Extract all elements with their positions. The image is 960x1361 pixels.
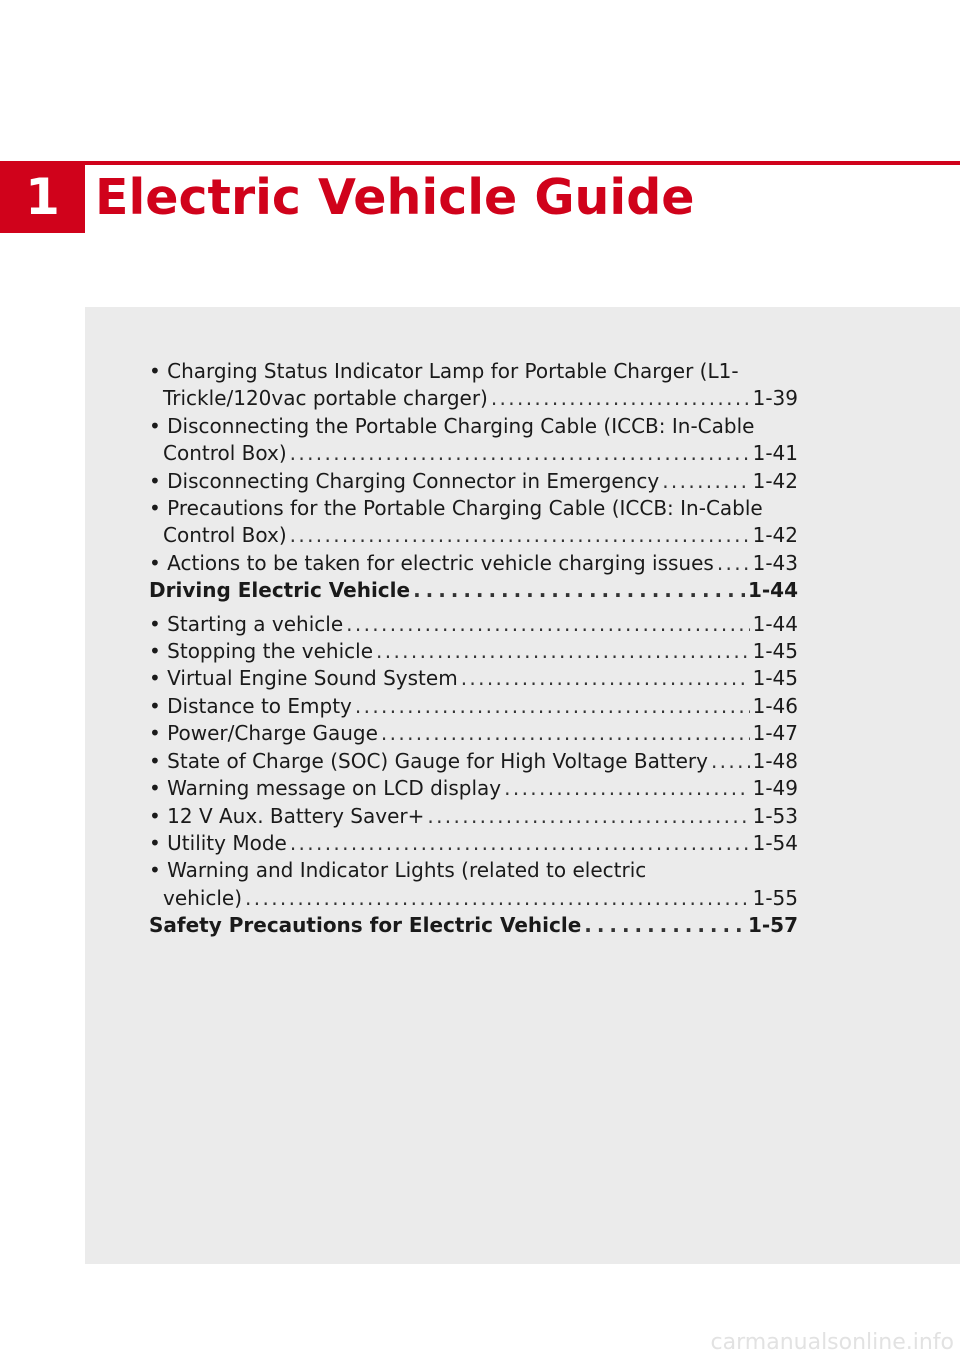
dot-leader [346, 611, 749, 638]
toc-entry-label: • Warning message on LCD display [149, 776, 502, 801]
dot-leader [461, 665, 750, 692]
toc-entry-distance-to-empty[interactable] [149, 693, 798, 720]
site-watermark: carmanualsonline.info [710, 1330, 954, 1355]
toc-entry-label: • State of Charge (SOC) Gauge for High Voltage Battery [149, 748, 708, 773]
toc-entry-virtual-engine-sound[interactable] [149, 665, 798, 692]
toc-entry-line1: • Precautions for the Portable Charging Cable (ICCB: In-Cable [149, 496, 763, 521]
toc-entry-disconnecting-connector-emergency[interactable] [149, 468, 798, 495]
toc-entry-label: • Virtual Engine Sound System [149, 666, 458, 691]
toc-entry-page: 1-45 [752, 666, 798, 691]
toc-entry-line1: • Charging Status Indicator Lamp for Portable Charger (L1- [149, 359, 739, 383]
dot-leader [491, 385, 750, 412]
toc-entry-label: • Starting a vehicle [149, 611, 344, 636]
toc-entry-page: 1-53 [752, 803, 798, 828]
toc-entry-warning-indicator-lights[interactable] [149, 857, 798, 912]
toc-entry-label: • Stopping the vehicle [149, 639, 374, 664]
toc-entry-page: 1-55 [752, 885, 798, 910]
toc-entry-page: 1-54 [752, 830, 798, 855]
toc-entry-charging-status-lamp[interactable] [149, 358, 798, 413]
toc-entry-line1: • Warning and Indicator Lights (related to electric [149, 858, 647, 883]
dot-leader [662, 468, 749, 495]
toc-entry-power-charge-gauge[interactable] [149, 720, 798, 747]
dot-leader [290, 522, 750, 549]
toc-entry-page: 1-39 [752, 386, 798, 411]
toc-entry-label: • Actions to be taken for electric vehicle charging issues [149, 550, 714, 575]
toc-entry-label: Trickle/120vac portable charger) [163, 386, 488, 411]
chapter-number: 1 [25, 168, 60, 226]
dot-leader [290, 830, 750, 857]
toc-entry-warning-message-lcd[interactable] [149, 775, 798, 802]
toc-entry-line1: • Disconnecting the Portable Charging Cable (ICCB: In-Cable [149, 413, 755, 438]
toc-section-driving-electric-vehicle[interactable] [149, 577, 798, 604]
toc-entry-page: 1-45 [752, 639, 798, 664]
toc-entry-label: • Utility Mode [149, 830, 287, 855]
toc-section-label: Driving Electric Vehicle [149, 578, 411, 603]
dot-leader [413, 577, 745, 604]
toc-section-safety-precautions[interactable] [149, 912, 798, 939]
toc-entry-page: 1-48 [752, 748, 798, 773]
toc-entry-soc-gauge[interactable] [149, 748, 798, 775]
toc-entry-stopping-vehicle[interactable] [149, 638, 798, 665]
dot-leader [717, 550, 750, 577]
toc-entry-label: Control Box) [163, 523, 287, 548]
toc-section-label: Safety Precautions for Electric Vehicle [149, 913, 582, 938]
toc-entry-label: • Disconnecting Charging Connector in Emergency [149, 468, 660, 493]
toc-entry-aux-battery-saver[interactable] [149, 803, 798, 830]
dot-leader [381, 720, 750, 747]
toc-entry-page: 1-49 [752, 776, 798, 801]
dot-leader [504, 775, 749, 802]
dot-leader [711, 748, 750, 775]
toc-entry-utility-mode[interactable] [149, 830, 798, 857]
toc-section-page: 1-44 [747, 578, 798, 603]
toc-entry-page: 1-44 [752, 611, 798, 636]
dot-leader [245, 885, 750, 912]
dot-leader [290, 440, 750, 467]
dot-leader [584, 912, 745, 939]
toc-entry-page: 1-47 [752, 721, 798, 746]
toc-entry-label: • Distance to Empty [149, 693, 352, 718]
toc-entry-charging-issues[interactable] [149, 550, 798, 577]
toc-entry-disconnecting-portable-cable[interactable] [149, 413, 798, 468]
chapter-number-badge [0, 161, 85, 233]
dot-leader [427, 803, 749, 830]
toc-entry-label: • 12 V Aux. Battery Saver+ [149, 803, 425, 828]
toc-entry-page: 1-43 [752, 550, 798, 575]
toc-entry-page: 1-42 [752, 523, 798, 548]
toc-entry-label: Control Box) [163, 441, 287, 466]
table-of-contents [149, 358, 798, 946]
toc-entry-page: 1-41 [752, 441, 798, 466]
toc-entry-page: 1-46 [752, 693, 798, 718]
toc-entry-page: 1-42 [752, 468, 798, 493]
toc-entry-precautions-portable-cable[interactable] [149, 495, 798, 550]
toc-entry-label: vehicle) [163, 885, 243, 910]
dot-leader [355, 693, 750, 720]
toc-entry-label: • Power/Charge Gauge [149, 721, 378, 746]
chapter-title: Electric Vehicle Guide [95, 169, 695, 226]
dot-leader [376, 638, 750, 665]
toc-section-page: 1-57 [747, 913, 798, 938]
toc-entry-starting-vehicle[interactable] [149, 611, 798, 638]
